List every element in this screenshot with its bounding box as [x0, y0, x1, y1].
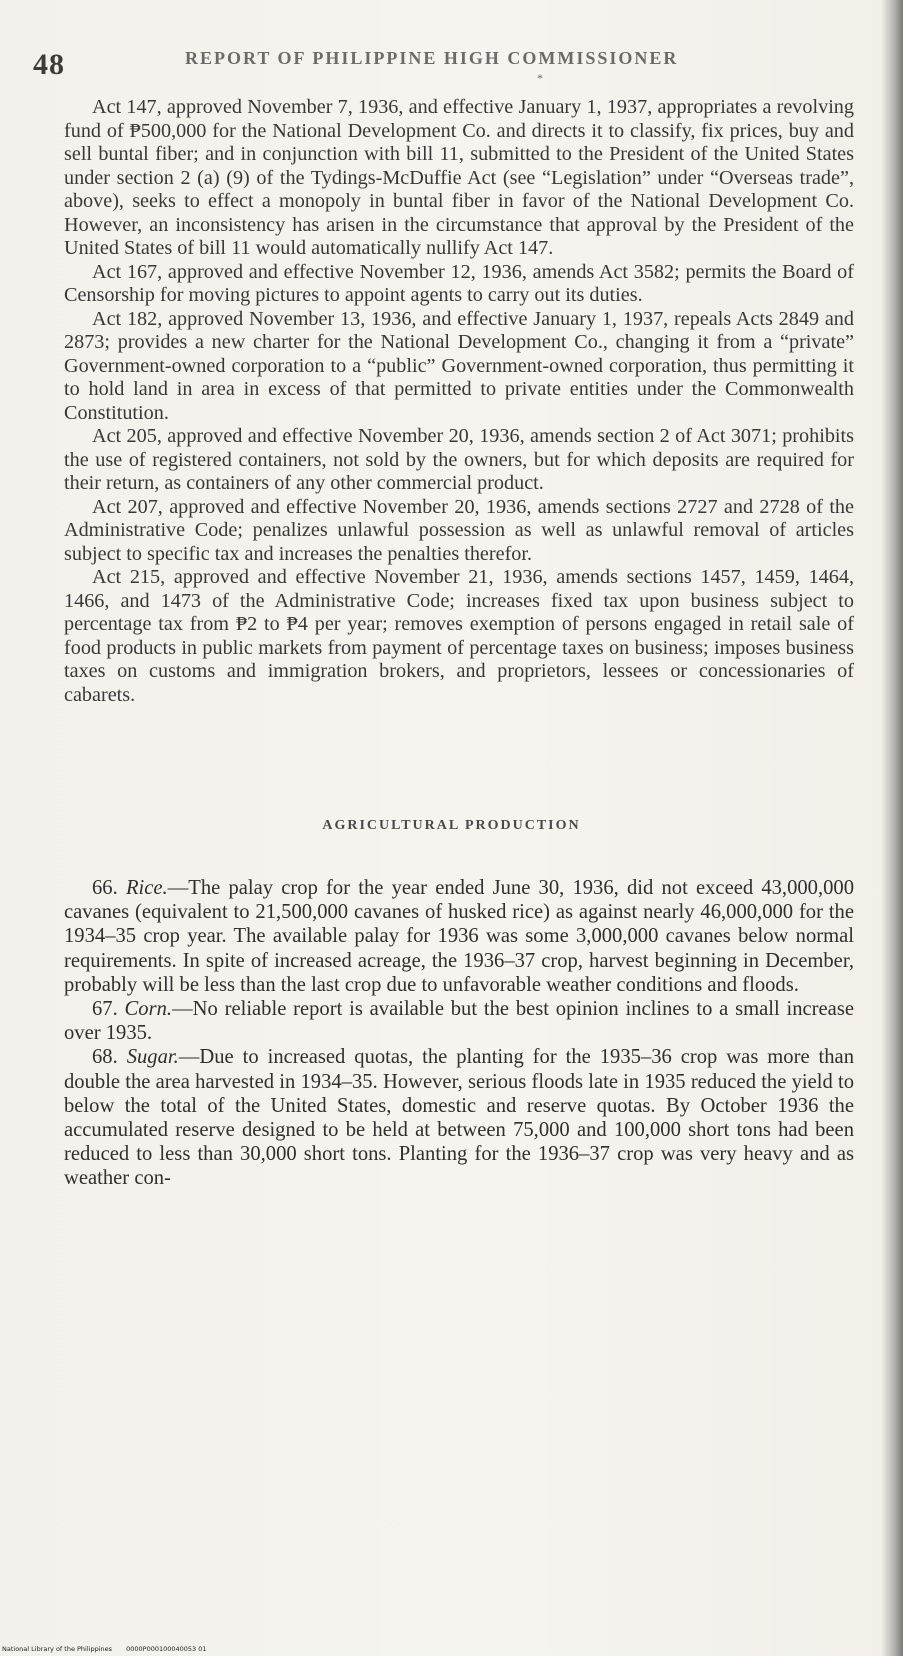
scan-footer	[2, 1645, 219, 1653]
paragraph-text: —The palay crop for the year ended June 30, 1936, did not exceed 43,000,000 cavanes (equivalent to 21,500,000 cavanes of husked rice) as against nearly 46,000,000 for the 1934–35 crop year. The available palay for 1936 was some 3,000,000 cavanes below normal requirements. In spite of increased acreage, the 1936–37 crop, harvest beginning in December, probably will be less than the last crop due to unfavorable weather conditions and floods.	[64, 877, 855, 996]
paragraph-number: 68.	[92, 1046, 118, 1069]
page-number: 48	[33, 48, 65, 81]
paragraph-number: 66.	[92, 877, 118, 899]
paragraph-rice	[64, 876, 854, 997]
act-paragraph: Act 167, approved and effective November 12, 1936, amends Act 3582; permits the Board of Censorship for moving pictures to appoint agents to carry out its duties.	[64, 260, 854, 306]
act-paragraph: Act 205, approved and effective November 20, 1936, amends section 2 of Act 3071; prohibits the use of registered containers, not sold by the owners, but for which deposits are required for their return, as containers of any other commercial product.	[64, 425, 854, 494]
footer-library: National Library of the Philippines	[2, 1645, 113, 1653]
agriculture-block	[64, 876, 854, 1191]
ornament: *	[537, 71, 543, 85]
running-head: REPORT OF PHILIPPINE HIGH COMMISSIONER	[185, 48, 679, 68]
paragraph-number: 67.	[92, 998, 118, 1021]
paragraph-text: —No reliable report is available but the best opinion inclines to a small increase over 1935.	[64, 998, 854, 1045]
paragraph-text: —Due to increased quotas, the planting for the 1935–36 crop was more than double the area harvested in 1934–35. However, serious floods late in 1935 reduced the yield to below the total of the United States, domestic and reserve quotas. By October 1936 the accumulated reserve designed to be held at between 75,000 and 100,000 short tons had been reduced to less than 30,000 short tons. Planting for the 1936–37 crop was very heavy and as weather con-	[64, 1046, 854, 1190]
paragraph-corn	[64, 997, 854, 1045]
footer-id: 0000P000100040053 01	[126, 1645, 207, 1653]
acts-block	[64, 96, 854, 707]
act-paragraph: Act 215, approved and effective November 21, 1936, amends sections 1457, 1459, 1464, 1466, and 1473 of the Administrative Code; increases fixed tax upon business subject to percentage tax from ₱2 to ₱4 per year; removes exemption of persons engaged in retail sale of food products in public markets from payment of percentage taxes on business; imposes business taxes on customs and immigration brokers, and proprietors, lessees or concessionaries of cabarets.	[64, 566, 854, 706]
act-paragraph: Act 182, approved November 13, 1936, and effective January 1, 1937, repeals Acts 2849 and 2873; provides a new charter for the National Development Co., changing it from a “private” Government-owned corporation to a “public” Government-owned corporation, thus permitting it to hold land in area in excess of that permitted to private entities under the Commonwealth Constitution.	[64, 307, 854, 424]
paragraph-title: Rice.	[125, 877, 168, 899]
act-paragraph: Act 147, approved November 7, 1936, and effective January 1, 1937, appropriates a revolving fund of ₱500,000 for the National Development Co. and directs it to classify, fix prices, buy and sell buntal fiber; and in conjunction with bill 11, submitted to the President of the United States under section 2 (a) (9) of the Tydings-McDuffie Act (see “Legislation” under “Overseas trade”, above), seeks to effect a monopoly in buntal fiber in favor of the National Development Co. However, an inconsistency has arisen in the circumstance that approval by the President of the United States of bill 11 would automatically nullify Act 147.	[64, 96, 854, 259]
section-heading: AGRICULTURAL PRODUCTION	[322, 818, 581, 833]
paragraph-title: Sugar.	[126, 1046, 179, 1069]
act-paragraph: Act 207, approved and effective November 20, 1936, amends sections 2727 and 2728 of the Administrative Code; penalizes unlawful possession as well as unlawful removal of articles subject to specific tax and increases the penalties therefor.	[64, 495, 854, 565]
paragraph-sugar	[64, 1045, 854, 1190]
paragraph-title: Corn.	[124, 998, 173, 1021]
